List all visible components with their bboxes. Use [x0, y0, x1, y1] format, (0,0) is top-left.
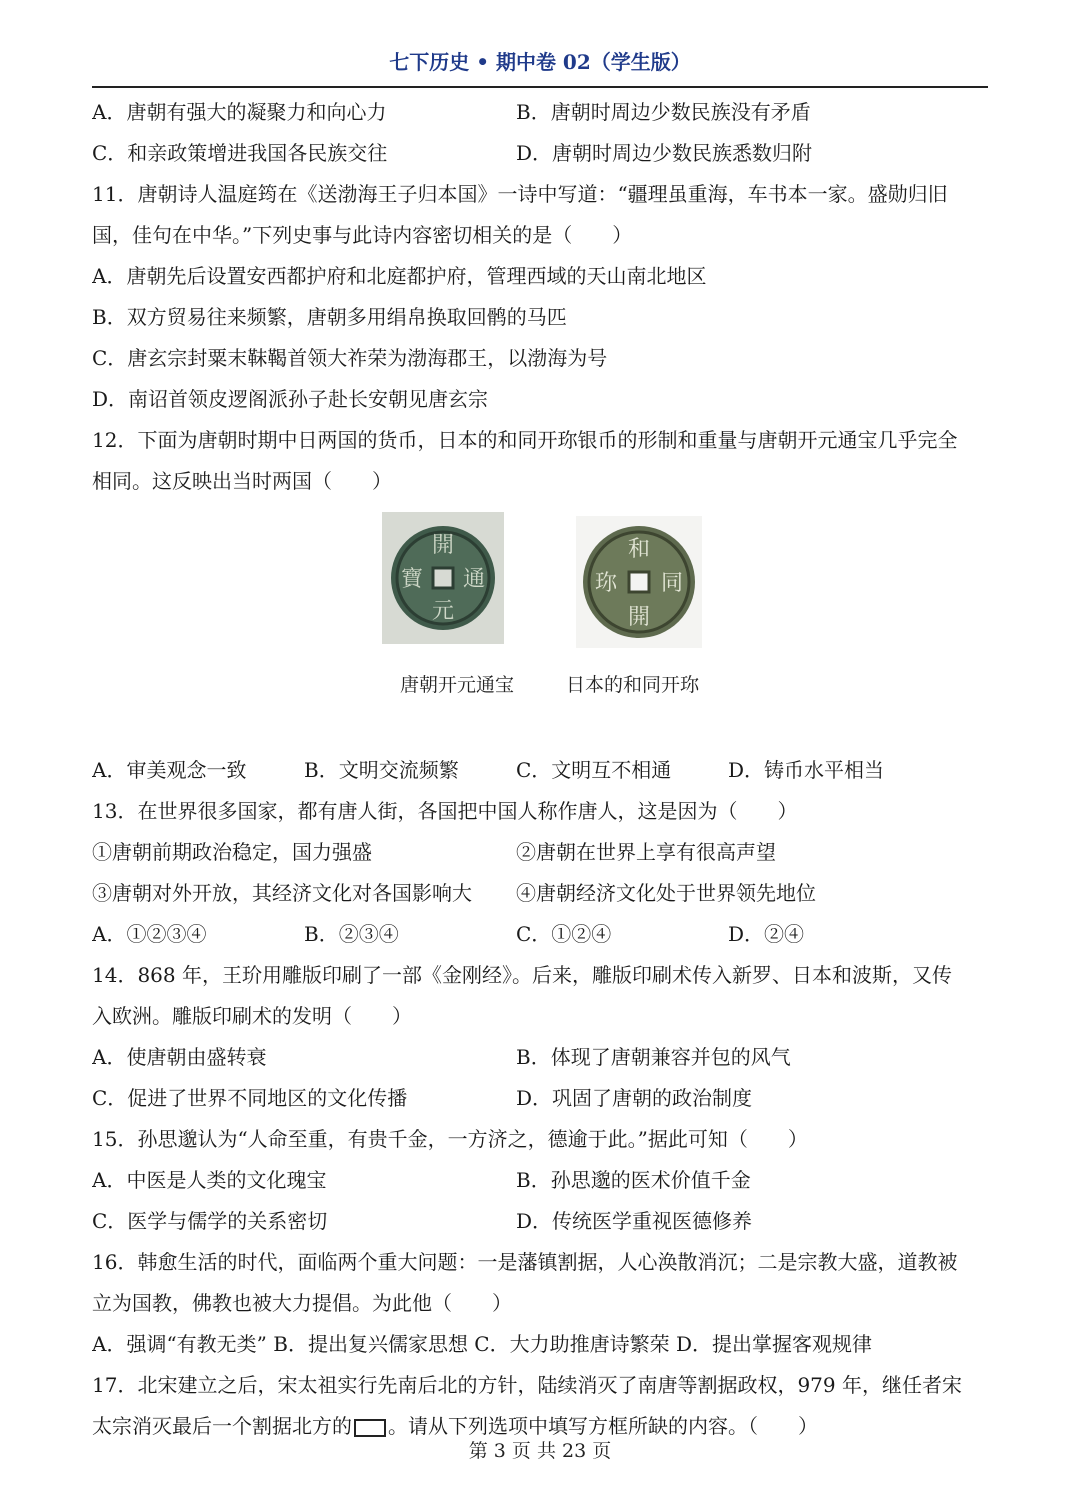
q12-options-row: [92, 750, 992, 791]
q15-options-row-1: [92, 1160, 992, 1201]
q12-option-d: D．铸币水平相当: [728, 758, 885, 782]
coin2-caption: 日本的和同开珎: [566, 674, 700, 696]
q14-options-row-1: [92, 1037, 992, 1078]
q14-stem-line-1: 14．868 年，王玠用雕版印刷了一部《金刚经》。后来，雕版印刷术传入新罗、日本和波斯，又传: [92, 963, 952, 987]
q17-stem-part-1: 太宗消灭最后一个割据北方的: [92, 1414, 352, 1438]
q11-option-b: B．双方贸易往来频繁，唐朝多用绢帛换取回鹘的马匹: [92, 305, 567, 329]
kaiyuan-tongbao-coin-image: [382, 512, 504, 644]
q17-stem-line-1: 17．北宋建立之后，宋太祖实行先南后北的方针，陆续消灭了南唐等割据政权，979 年，继任者宋: [92, 1373, 962, 1397]
q12-option-c: C．文明互不相通: [516, 758, 672, 782]
wadokaichin-coin-image: [576, 516, 702, 648]
q14-options-row-2: [92, 1078, 992, 1119]
q11-option-c: C．唐玄宗封粟末靺鞨首领大祚荣为渤海郡王，以渤海为号: [92, 346, 608, 370]
q16-options: A．强调“有教无类” B．提出复兴儒家思想 C．大力助推唐诗繁荣 D．提出掌握客观规律: [92, 1332, 872, 1356]
q13-statement-4: ④唐朝经济文化处于世界领先地位: [516, 881, 816, 905]
q11-stem-line-1: 11．唐朝诗人温庭筠在《送渤海王子归本国》一诗中写道：“疆理虽重海，车书本一家。盛勋归旧: [92, 182, 948, 206]
q10-option-b: B．唐朝时周边少数民族没有矛盾: [516, 100, 811, 124]
q14-option-c: C．促进了世界不同地区的文化传播: [92, 1086, 408, 1110]
q15-options-row-2: [92, 1201, 992, 1242]
q14-stem-line-2: 入欧洲。雕版印刷术的发明（ ）: [92, 1004, 412, 1028]
q13-statement-2: ②唐朝在世界上享有很高声望: [516, 840, 776, 864]
header-title: 七下历史 • 期中卷 02（学生版）: [389, 50, 691, 74]
svg-text:和: 和: [627, 537, 651, 562]
svg-text:寶: 寶: [400, 567, 424, 592]
q10-option-a: A．唐朝有强大的凝聚力和向心力: [92, 100, 387, 124]
q10-options-row-1: [92, 92, 992, 133]
q13-statements-row-2: [92, 873, 992, 914]
q11-option-d: D．南诏首领皮逻阁派孙子赴长安朝见唐玄宗: [92, 387, 489, 411]
page-footer: [0, 1436, 1080, 1463]
q13-statement-3: ③唐朝对外开放，其经济文化对各国影响大: [92, 881, 472, 905]
q10-options-row-2: [92, 133, 992, 174]
q15-option-b: B．孙思邈的医术价值千金: [516, 1168, 751, 1192]
q12-stem-line-1: 12．下面为唐朝时期中日两国的货币，日本的和同开珎银币的形制和重量与唐朝开元通宝几乎完全: [92, 428, 958, 452]
coin1-caption: 唐朝开元通宝: [400, 674, 515, 696]
q14-option-a: A．使唐朝由盛转衰: [92, 1045, 267, 1069]
q15-stem: 15．孙思邈认为“人命至重，有贵千金，一方济之，德逾于此。”据此可知（ ）: [92, 1127, 808, 1151]
svg-text:通: 通: [462, 567, 486, 592]
svg-text:珎: 珎: [594, 571, 618, 596]
q11-option-a: A．唐朝先后设置安西都护府和北庭都护府，管理西域的天山南北地区: [92, 264, 707, 288]
q14-option-d: D．巩固了唐朝的政治制度: [516, 1086, 753, 1110]
svg-text:元: 元: [431, 599, 455, 624]
q15-option-a: A．中医是人类的文化瑰宝: [92, 1168, 327, 1192]
q13-statement-1: ①唐朝前期政治稳定，国力强盛: [92, 840, 372, 864]
q10-option-d: D．唐朝时周边少数民族悉数归附: [516, 141, 813, 165]
q17-stem-part-2: 。请从下列选项中填写方框所缺的内容。（ ）: [388, 1414, 818, 1438]
q13-option-a: A．①②③④: [92, 922, 207, 946]
q16-stem-line-2: 立为国教，佛教也被大力提倡。为此他（ ）: [92, 1291, 512, 1315]
q14-option-b: B．体现了唐朝兼容并包的风气: [516, 1045, 791, 1069]
q13-statements-row-1: [92, 832, 992, 873]
q13-option-d: D．②④: [728, 922, 805, 946]
question-content: [92, 92, 992, 1447]
svg-text:同: 同: [660, 571, 684, 596]
q12-option-b: B．文明交流频繁: [304, 758, 459, 782]
svg-text:開: 開: [431, 533, 455, 558]
coin-figure: [92, 502, 992, 750]
q10-option-c: C．和亲政策增进我国各民族交往: [92, 141, 388, 165]
q12-stem-line-2: 相同。这反映出当时两国（ ）: [92, 469, 392, 493]
q13-options-row: [92, 914, 992, 955]
q15-option-c: C．医学与儒学的关系密切: [92, 1209, 328, 1233]
q11-stem-line-2: 国，佳句在中华。”下列史事与此诗内容密切相关的是（ ）: [92, 223, 633, 247]
page-header: [92, 40, 988, 88]
svg-text:開: 開: [627, 605, 651, 630]
answer-blank-box: [354, 1419, 386, 1437]
q15-option-d: D．传统医学重视医德修养: [516, 1209, 753, 1233]
q13-stem: 13．在世界很多国家，都有唐人街，各国把中国人称作唐人，这是因为（ ）: [92, 799, 798, 823]
q13-option-c: C．①②④: [516, 922, 612, 946]
page-number: 第 3 页 共 23 页: [468, 1440, 612, 1462]
q12-option-a: A．审美观念一致: [92, 758, 247, 782]
q16-stem-line-1: 16．韩愈生活的时代，面临两个重大问题：一是藩镇割据，人心涣散消沉；二是宗教大盛，道教被: [92, 1250, 958, 1274]
q13-option-b: B．②③④: [304, 922, 399, 946]
